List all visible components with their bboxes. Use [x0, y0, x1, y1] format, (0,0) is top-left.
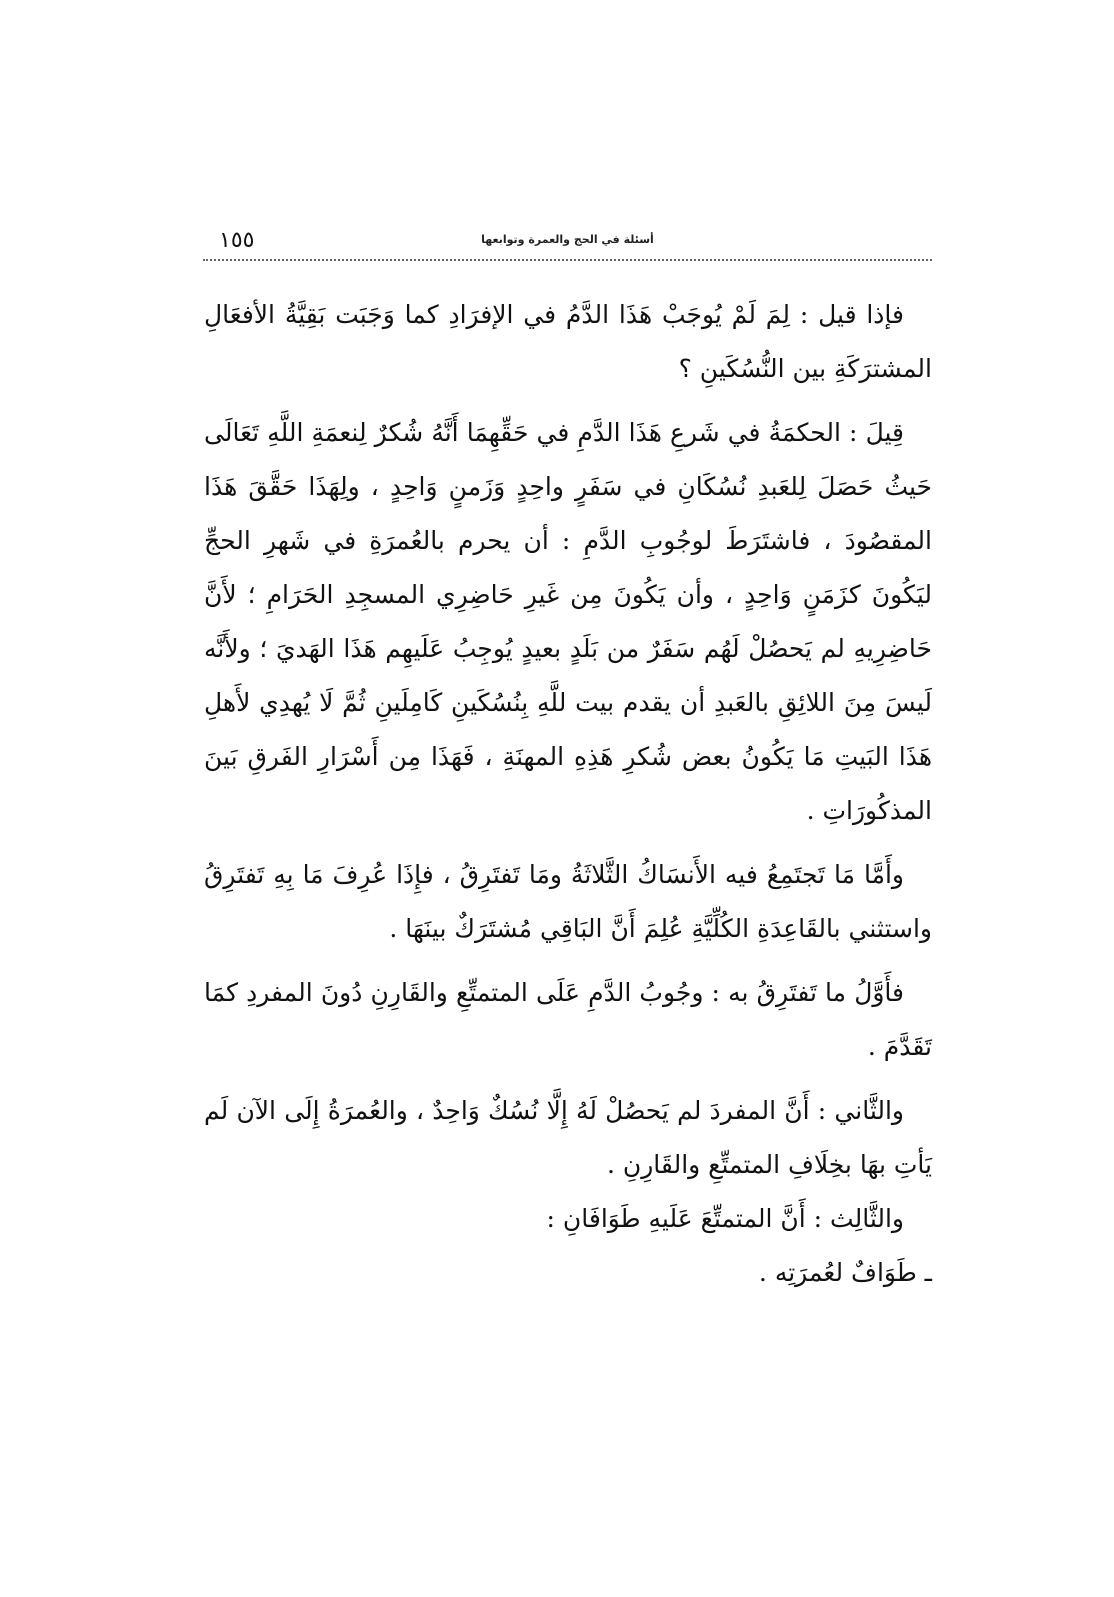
paragraph-common-rites: وأَمَّا مَا تَجتَمِعُ فيه الأَنسَاكُ الثَّلاثَةُ ومَا تَفتَرِقُ ، فإِذَا عُرِفَ مَا بِهِ تَفتَرِقُ واستثني بالقَاعِدَةِ الكُلِّيَّةِ عُلِمَ أَنَّ البَاقِي مُشتَرَكٌ بينَهَا .	[204, 860, 932, 943]
paragraph-second-difference: والثَّاني : أَنَّ المفردَ لم يَحصُلْ لَهُ إِلَّا نُسُكٌ وَاحِدٌ ، والعُمرَةُ إِلَى الآن لَم يَأتِ بهَا بخِلَافِ المتمتِّعِ والقَارِنِ .	[204, 1096, 932, 1179]
paragraph-question: فإذا قيل : لِمَ لَمْ يُوجَبْ هَذَا الدَّمُ في الإفرَادِ كما وَجَبَت بَقِيَّةُ الأفعَالِ المشترَكَةِ بين النُّسُكَينِ ؟	[204, 300, 932, 383]
header-dotted-rule	[203, 259, 932, 261]
page-number: ١٥٥	[219, 228, 255, 253]
running-title: أسئلة في الحج والعمرة وتوابعها	[481, 233, 654, 246]
running-header	[203, 224, 932, 264]
list-item-first-tawaf: ـ طَوَافٌ لعُمرَتِه .	[758, 1258, 932, 1287]
body-text	[204, 288, 932, 1300]
paragraph-first-difference: فأَوَّلُ ما تَفتَرِقُ به : وجُوبُ الدَّمِ عَلَى المتمتِّعِ والقَارِنِ دُونَ المفردِ كمَا تَقَدَّمَ .	[204, 978, 932, 1061]
paragraph-answer: قِيلَ : الحكمَةُ في شَرعِ هَذَا الدَّمِ في حَقِّهِمَا أَنَّهُ شُكرٌ لِنعمَةِ اللَّهِ تَعَالَى حَيثُ حَصَلَ لِلعَبدِ نُسُكَانِ في سَفَرٍ واحِدٍ وَزَمنٍ وَاحِدٍ ، ولِهَذَا حَقَّقَ هَذَا المقصُودَ ، فاشتَرَطَ لوجُوبِ الدَّمِ : أن يحرم بالعُمرَةِ في شَهرِ الحجِّ ليَكُونَ كزَمَنٍ وَاحِدٍ ، وأن يَكُونَ مِن غَيرِ حَاضِرِي المسجِدِ الحَرَامِ ؛ لأَنَّ حَاضِرِيهِ لم يَحصُلْ لَهُم سَفَرٌ من بَلَدٍ بعيدٍ يُوجِبُ عَلَيهِم هَذَا الهَديَ ؛ ولأَنَّه لَيسَ مِنَ اللائِقِ بالعَبدِ أن يقدم بيت للَّهِ بِنُسُكَينِ كَامِلَينِ ثُمَّ لَا يُهدِي لأَهلِ هَذَا البَيتِ مَا يَكُونُ بعض شُكرِ هَذِهِ المهنَةِ ، فَهَذَا مِن أَسْرَارِ الفَرقِ بَينَ المذكُورَاتِ .	[204, 418, 932, 825]
paragraph-third-difference: والثَّالِث : أَنَّ المتمتِّعَ عَلَيهِ طَوَافَانِ :	[546, 1204, 904, 1233]
